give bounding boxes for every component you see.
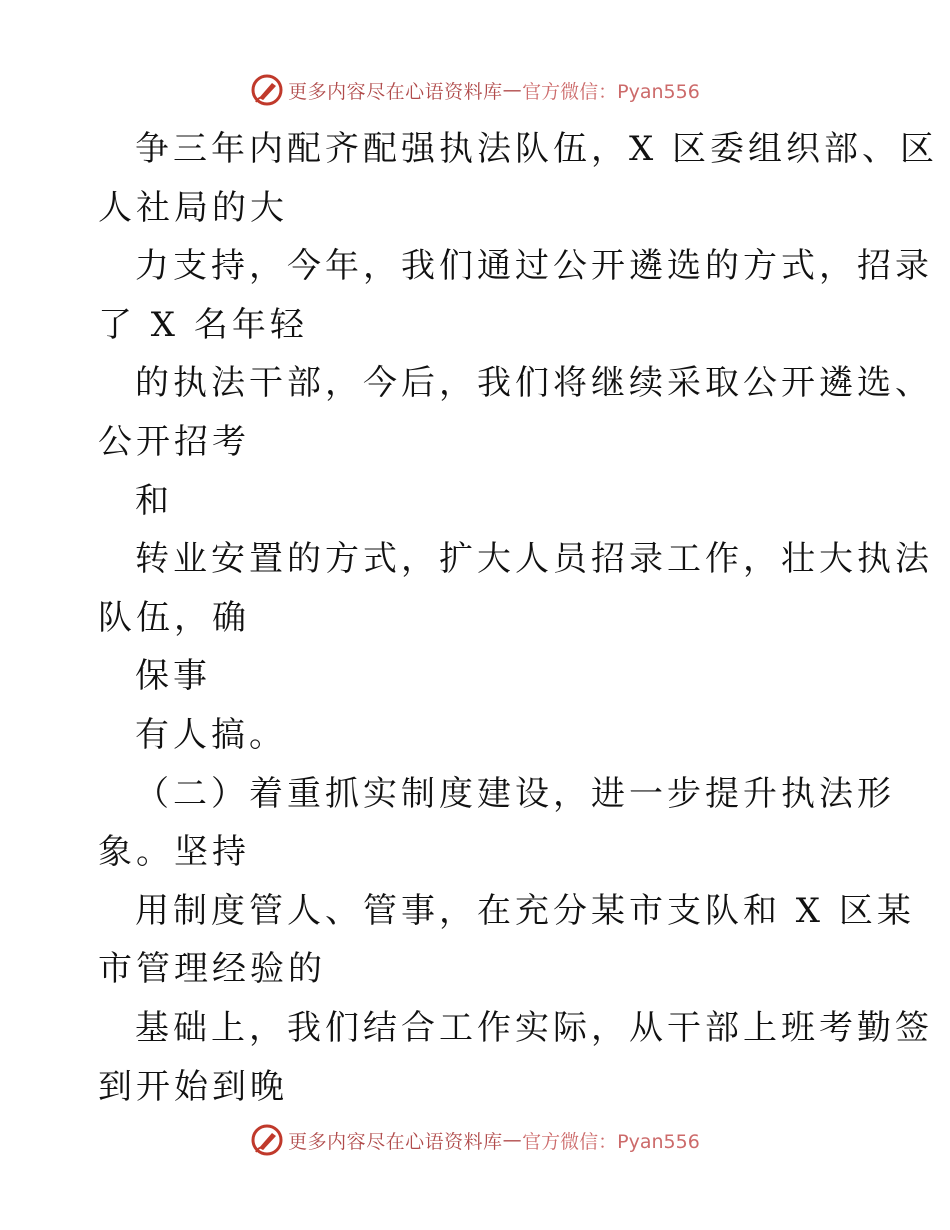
header-banner	[0, 70, 950, 110]
body-line: 了 X 名年轻	[98, 304, 308, 345]
header-separator: —	[502, 79, 523, 101]
pen-circle-logo-icon	[250, 73, 284, 107]
footer-brand-text: 更多内容尽在心语资料库	[288, 1130, 503, 1153]
body-line: 和	[135, 480, 173, 521]
body-line: 保事	[135, 656, 211, 697]
body-line: （二）着重抓实制度建设，进一步提升执法形	[135, 773, 895, 814]
body-line: 用制度管人、管事，在充分某市支队和 X 区某	[135, 890, 915, 931]
header-brand-text: 更多内容尽在心语资料库	[288, 80, 503, 103]
body-line: 市管理经验的	[98, 949, 326, 990]
footer-separator: —	[502, 1129, 523, 1151]
body-line: 转业安置的方式，扩大人员招录工作，壮大执法	[135, 539, 933, 580]
body-line: 有人搞。	[135, 714, 287, 755]
body-line: 基础上，我们结合工作实际，从干部上班考勤签	[135, 1007, 933, 1048]
body-line: 的执法干部，今后，我们将继续采取公开遴选、	[135, 363, 933, 404]
body-line: 争三年内配齐配强执法队伍，X 区委组织部、区	[135, 129, 939, 169]
header-wechat-text: 官方微信：Pyan556	[522, 80, 700, 103]
body-line: 人社局的大	[98, 187, 288, 228]
footer-wechat-text: 官方微信：Pyan556	[522, 1130, 700, 1153]
body-line: 象。坚持	[98, 832, 250, 873]
body-line: 力支持，今年，我们通过公开遴选的方式，招录	[135, 246, 933, 287]
body-line: 队伍，确	[98, 597, 250, 638]
pen-circle-logo-icon	[250, 1123, 284, 1157]
footer-banner	[0, 1120, 950, 1160]
body-line: 到开始到晚	[98, 1066, 288, 1107]
document-body	[98, 120, 939, 1116]
body-line: 公开招考	[98, 421, 250, 462]
